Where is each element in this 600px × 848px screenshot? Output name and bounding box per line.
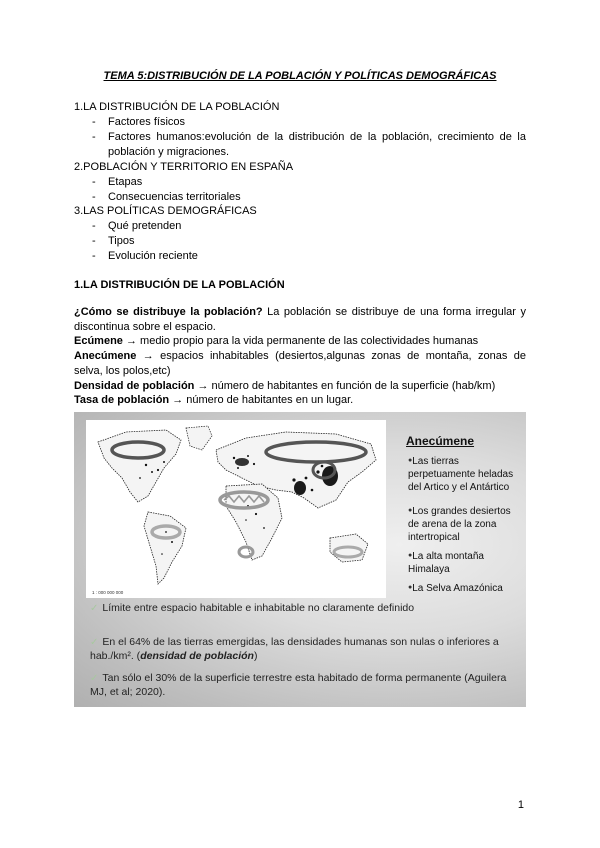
question-line-2: discontinua sobre el espacio. (74, 321, 216, 333)
population-patch-south-asia (294, 481, 306, 495)
rate-term: Tasa de población (74, 394, 170, 406)
bullet-icon: ● (408, 552, 413, 559)
outline-dash: - (92, 250, 96, 262)
figure-note-text: ) (253, 650, 258, 662)
outline-item: Factores humanos:evolución de la distribución de la población, crecimiento de la (108, 131, 526, 143)
outline-item: Tipos (108, 235, 135, 247)
legend-item (408, 454, 523, 494)
legend-title: Anecúmene (406, 434, 475, 448)
outline-item: Factores físicos (108, 116, 186, 128)
legend-item-text: Las tierras perpetuamente heladas del Artico y el Antártico (408, 456, 514, 493)
document-title: TEMA 5:DISTRIBUCIÓN DE LA POBLACIÓN Y POLÍTICAS DEMOGRÁFICAS (103, 70, 497, 82)
outline-item: Consecuencias territoriales (108, 191, 241, 203)
ecumene-term: Ecúmene (74, 335, 123, 347)
ecumene-definition (74, 334, 478, 349)
figure-note-text: hab./km². ( (90, 650, 141, 662)
ecumene-text: → medio propio para la vida permanente de las colectividades humanas (122, 335, 479, 347)
population-rate-definition (74, 393, 353, 408)
anecumene-line-2: selva, los polos,etc) (74, 365, 171, 377)
bullet-icon: ● (408, 507, 413, 514)
legend-item-text: La alta montaña Himalaya (408, 551, 484, 575)
figure-note-1 (90, 601, 522, 616)
outline-item-cont: población y migraciones. (108, 146, 230, 158)
outline-dash: - (92, 235, 96, 247)
figure-note-emphasis: densidad de población (140, 650, 254, 662)
anecumene-text: → espacios inhabitables (desiertos,algunas zonas de montaña, zonas de (136, 350, 526, 362)
outline-section-3: 3.LAS POLÍTICAS DEMOGRÁFICAS (74, 205, 257, 217)
map-scale-label: 1 : 000 000 000 (92, 590, 124, 595)
outline-item: Etapas (108, 176, 143, 188)
figure-note-text: Límite entre espacio habitable e inhabitable no claramente definido (102, 602, 415, 614)
legend-item (408, 581, 523, 595)
bullet-icon: ● (408, 584, 413, 591)
section-heading: 1.LA DISTRIBUCIÓN DE LA POBLACIÓN (74, 279, 285, 291)
check-icon: ✓ (90, 673, 99, 684)
check-icon: ✓ (90, 637, 99, 648)
outline-item: Qué pretenden (108, 220, 182, 232)
legend-item-text: Los grandes desiertos de arena de la zona intertropical (408, 506, 511, 543)
anecumene-definition (74, 349, 526, 364)
figure-note-2 (90, 635, 522, 650)
outline-item: Evolución reciente (108, 250, 198, 262)
outline-dash: - (92, 220, 96, 232)
legend-item (408, 504, 523, 544)
world-population-map (86, 420, 386, 598)
density-text: → número de habitantes en función de la superficie (hab/km) (194, 380, 496, 392)
figure-note-text: En el 64% de las tierras emergidas, las densidades humanas son nulas o inferiores a (102, 636, 499, 648)
outline-dash: - (92, 131, 96, 143)
outline-dash: - (92, 176, 96, 188)
question-line (74, 305, 526, 320)
legend-item (408, 549, 523, 576)
figure-note-3 (90, 671, 522, 686)
figure-note-2-cont (90, 649, 522, 663)
question-text: La población se distribuye de una forma irregular y (262, 306, 526, 318)
rate-text: → número de habitantes en un lugar. (169, 394, 354, 406)
outline-section-1: 1.LA DISTRIBUCIÓN DE LA POBLACIÓN (74, 101, 280, 113)
question-bold: ¿Cómo se distribuye la población? (74, 306, 263, 318)
legend-item-text: La Selva Amazónica (412, 583, 503, 594)
outline-section-2: 2.POBLACIÓN Y TERRITORIO EN ESPAÑA (74, 161, 294, 173)
population-patch-europe (235, 458, 249, 466)
bullet-icon: ● (408, 457, 413, 464)
check-icon: ✓ (90, 603, 99, 614)
outline-dash: - (92, 191, 96, 203)
figure-note-3-cont: MJ, et al; 2020). (90, 686, 166, 698)
density-term: Densidad de población (74, 380, 195, 392)
figure-note-text: Tan sólo el 30% de la superficie terrestre esta habitado de forma permanente (Aguilera (102, 672, 507, 684)
anecumene-term: Anecúmene (74, 350, 137, 362)
page-number: 1 (517, 799, 524, 811)
outline-dash: - (92, 116, 96, 128)
anecumene-figure (74, 412, 526, 707)
density-definition (74, 379, 495, 394)
